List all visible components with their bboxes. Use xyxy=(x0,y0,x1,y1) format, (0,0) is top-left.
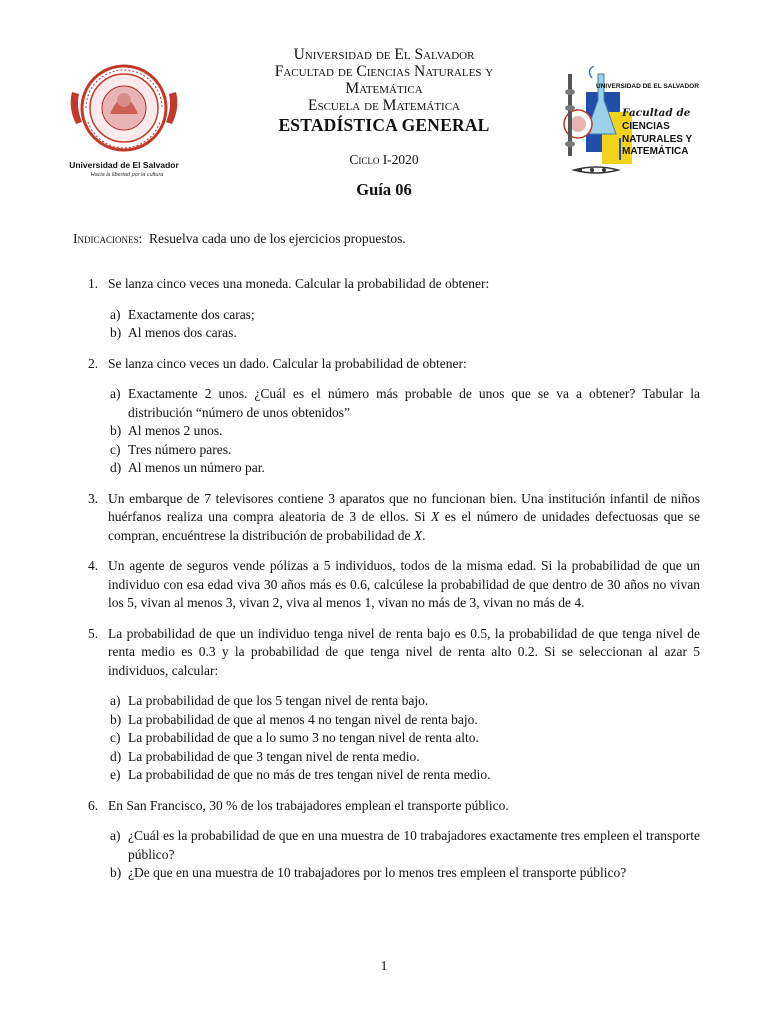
instructions-label: Indicaciones: xyxy=(73,231,143,246)
logo-university-name: Universidad de El Salvador xyxy=(69,160,179,170)
faculty-title-line2: Matemática xyxy=(345,80,423,97)
sub-item: a) ¿Cuál es la probabilidad de que en una muestra de 10 trabajadores exactamente tres empleen el transporte público? xyxy=(110,828,700,862)
exercise-number: 3. xyxy=(88,490,99,506)
exercise-item xyxy=(80,275,700,343)
sub-item: a) Exactamente dos caras; xyxy=(110,306,255,322)
exercise-text: Un embarque de 7 televisores contiene 3 aparatos que no funcionan bien. Una institución infantil de niños huérfanos realiza una compra aleatoria de 3 de ellos. Si X es el número de unidades defectuosas que se compran, encuéntrese la distribución de probabilidad de X. xyxy=(108,490,700,543)
sub-item: a) La probabilidad de que los 5 tengan nivel de renta bajo. xyxy=(110,693,429,708)
variable-x: X xyxy=(431,509,440,524)
sub-item: b) La probabilidad de que al menos 4 no tengan nivel de renta bajo. xyxy=(110,711,478,727)
exercise-text: En San Francisco, 30 % de los trabajadores emplean el transporte público. xyxy=(108,797,509,813)
exercise-number: 6. xyxy=(88,797,99,813)
exercise-item xyxy=(80,490,700,546)
exercise-text: Un agente de seguros vende pólizas a 5 individuos, todos de la misma edad. Si la probabilidad de que un individuo con esa edad viva 30 años más es 0.6, calcúlese la probabilidad de que dentro de 30 años no vivan los 5, vivan al menos 3, vivan 2, viva al menos 1, vivan no más de 3, vivan no más de 4. xyxy=(108,558,700,610)
exercise-item xyxy=(80,625,700,785)
document-header xyxy=(170,46,598,200)
sub-item: c) La probabilidad de que a lo sumo 3 no tengan nivel de renta alto. xyxy=(110,730,479,745)
sub-item: c) Tres número pares. xyxy=(110,441,232,457)
logo-faculty-script: Facultad de xyxy=(622,107,691,119)
cycle-label: Ciclo I-2020 xyxy=(349,152,419,167)
sub-item-list xyxy=(108,692,700,785)
sub-item: b) Al menos 2 unos. xyxy=(110,423,223,438)
logo-motto: Hacia la libertad por la cultura xyxy=(90,172,164,178)
logo-faculty-name: CIENCIAS NATURALES Y MATEMÁTICA xyxy=(622,121,693,157)
exercise-number: 2. xyxy=(88,355,99,371)
university-logo xyxy=(66,62,182,182)
sub-item-list xyxy=(108,306,700,343)
sub-item: a) Exactamente 2 unos. ¿Cuál es el número más probable de unos que se va a obtener? Tabular la distribución “número de unos obtenidos” xyxy=(110,386,700,420)
sub-item: b) ¿De que en una muestra de 10 trabajadores por lo menos tres empleen el transporte público? xyxy=(110,865,627,880)
school-title: Escuela de Matemática xyxy=(308,97,460,114)
course-title: ESTADÍSTICA GENERAL xyxy=(278,115,490,135)
sub-item: e) La probabilidad de que no más de tres tengan nivel de renta medio. xyxy=(110,767,491,782)
logo-university-caption: UNIVERSIDAD DE EL SALVADOR xyxy=(596,83,699,90)
exercise-item xyxy=(80,797,700,883)
sub-item: d) Al menos un número par. xyxy=(110,460,265,475)
exercise-text: La probabilidad de que un individuo tenga nivel de renta bajo es 0.5, la probabilidad de que tenga nivel de renta medio es 0.3 y la probabilidad de que tenga nivel de renta alto 0.2. Si se seleccionan al azar 5 individuos, calcular: xyxy=(108,625,700,678)
sub-item: b) Al menos dos caras. xyxy=(110,325,237,340)
sub-item-list xyxy=(108,385,700,478)
faculty-logo xyxy=(556,64,706,182)
exercise-number: 5. xyxy=(88,625,99,641)
sub-item-list xyxy=(108,827,700,883)
exercise-number: 1. xyxy=(88,276,99,291)
page-number: 1 xyxy=(380,958,388,973)
university-seal-icon xyxy=(66,62,182,162)
university-title: Universidad de El Salvador xyxy=(293,46,475,63)
instructions xyxy=(73,231,406,247)
exercise-list xyxy=(80,275,700,895)
sub-item: d) La probabilidad de que 3 tengan nivel de renta medio. xyxy=(110,748,420,764)
guide-title: Guía 06 xyxy=(356,180,412,199)
variable-x: X xyxy=(413,527,423,543)
exercise-text: Se lanza cinco veces una moneda. Calcular la probabilidad de obtener: xyxy=(108,276,490,291)
exercise-number: 4. xyxy=(88,558,99,573)
exercise-item xyxy=(80,557,700,613)
exercise-item xyxy=(80,355,700,478)
faculty-title-line1: Facultad de Ciencias Naturales y xyxy=(274,63,494,80)
exercise-text: Se lanza cinco veces un dado. Calcular la probabilidad de obtener: xyxy=(108,355,467,371)
instructions-text: Resuelva cada uno de los ejercicios propuestos. xyxy=(149,231,406,246)
